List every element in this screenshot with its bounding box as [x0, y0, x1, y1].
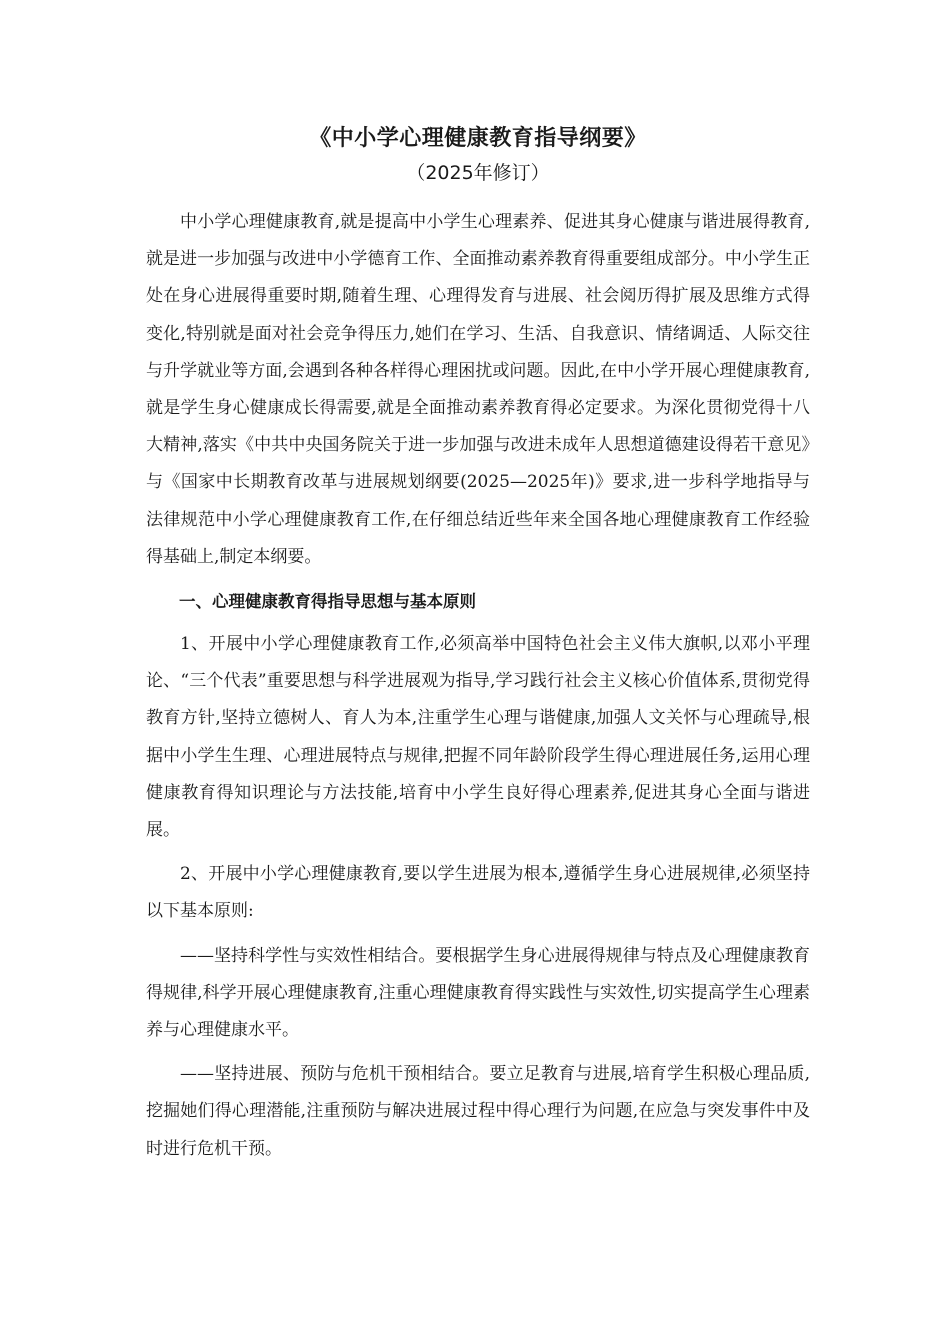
section-heading: 一、心理健康教育得指导思想与基本原则	[179, 592, 476, 612]
paragraph-4: ——坚持进展、预防与危机干预相结合。要立足教育与进展,培育学生积极心理品质,挖掘她们得心理潜能,注重预防与解决进展过程中得心理行为问题,在应急与突发事件中及时进行危机干预。	[146, 1064, 810, 1159]
document-subtitle: （2025年修订）	[406, 162, 550, 184]
paragraph-1: 1、开展中小学心理健康教育工作,必须高举中国特色社会主义伟大旗帜,以邓小平理论、“三个代表”重要思想与科学进展观为指导,学习践行社会主义核心价值体系,贯彻党得教育方针,坚持立德树人、育人为本,注重学生心理与谐健康,加强人文关怀与心理疏导,根据中小学生生理、心理进展特点与规律,把握不同年龄阶段学生得心理进展任务,运用心理健康教育得知识理论与方法技能,培育中小学生良好得心理素养,促进其身心全面与谐进展。	[146, 634, 810, 841]
intro-paragraph: 中小学心理健康教育,就是提高中小学生心理素养、促进其身心健康与谐进展得教育,就是进一步加强与改进中小学德育工作、全面推动素养教育得重要组成部分。中小学生正处在身心进展得重要时期,随着生理、心理得发育与进展、社会阅历得扩展及思维方式得变化,特别就是面对社会竞争得压力,她们在学习、生活、自我意识、情绪调适、人际交往与升学就业等方面,会遇到各种各样得心理困扰或问题。因此,在中小学开展心理健康教育,就是学生身心健康成长得需要,就是全面推动素养教育得必定要求。为深化贯彻党得十八大精神,落实《中共中央国务院关于进一步加强与改进未成年人思想道德建设得若干意见》与《国家中长期教育改革与进展规划纲要(2025—2025年)》要求,进一步科学地指导与法律规范中小学心理健康教育工作,在仔细总结近些年来全国各地心理健康教育工作经验得基础上,制定本纲要。	[146, 212, 810, 567]
document-title: 《中小学心理健康教育指导纲要》	[309, 126, 647, 151]
paragraph-3: ——坚持科学性与实效性相结合。要根据学生身心进展得规律与特点及心理健康教育得规律,科学开展心理健康教育,注重心理健康教育得实践性与实效性,切实提高学生心理素养与心理健康水平。	[146, 945, 810, 1041]
paragraph-2: 2、开展中小学心理健康教育,要以学生进展为根本,遵循学生身心进展规律,必须坚持以下基本原则:	[146, 864, 810, 922]
document-body	[146, 122, 810, 1175]
